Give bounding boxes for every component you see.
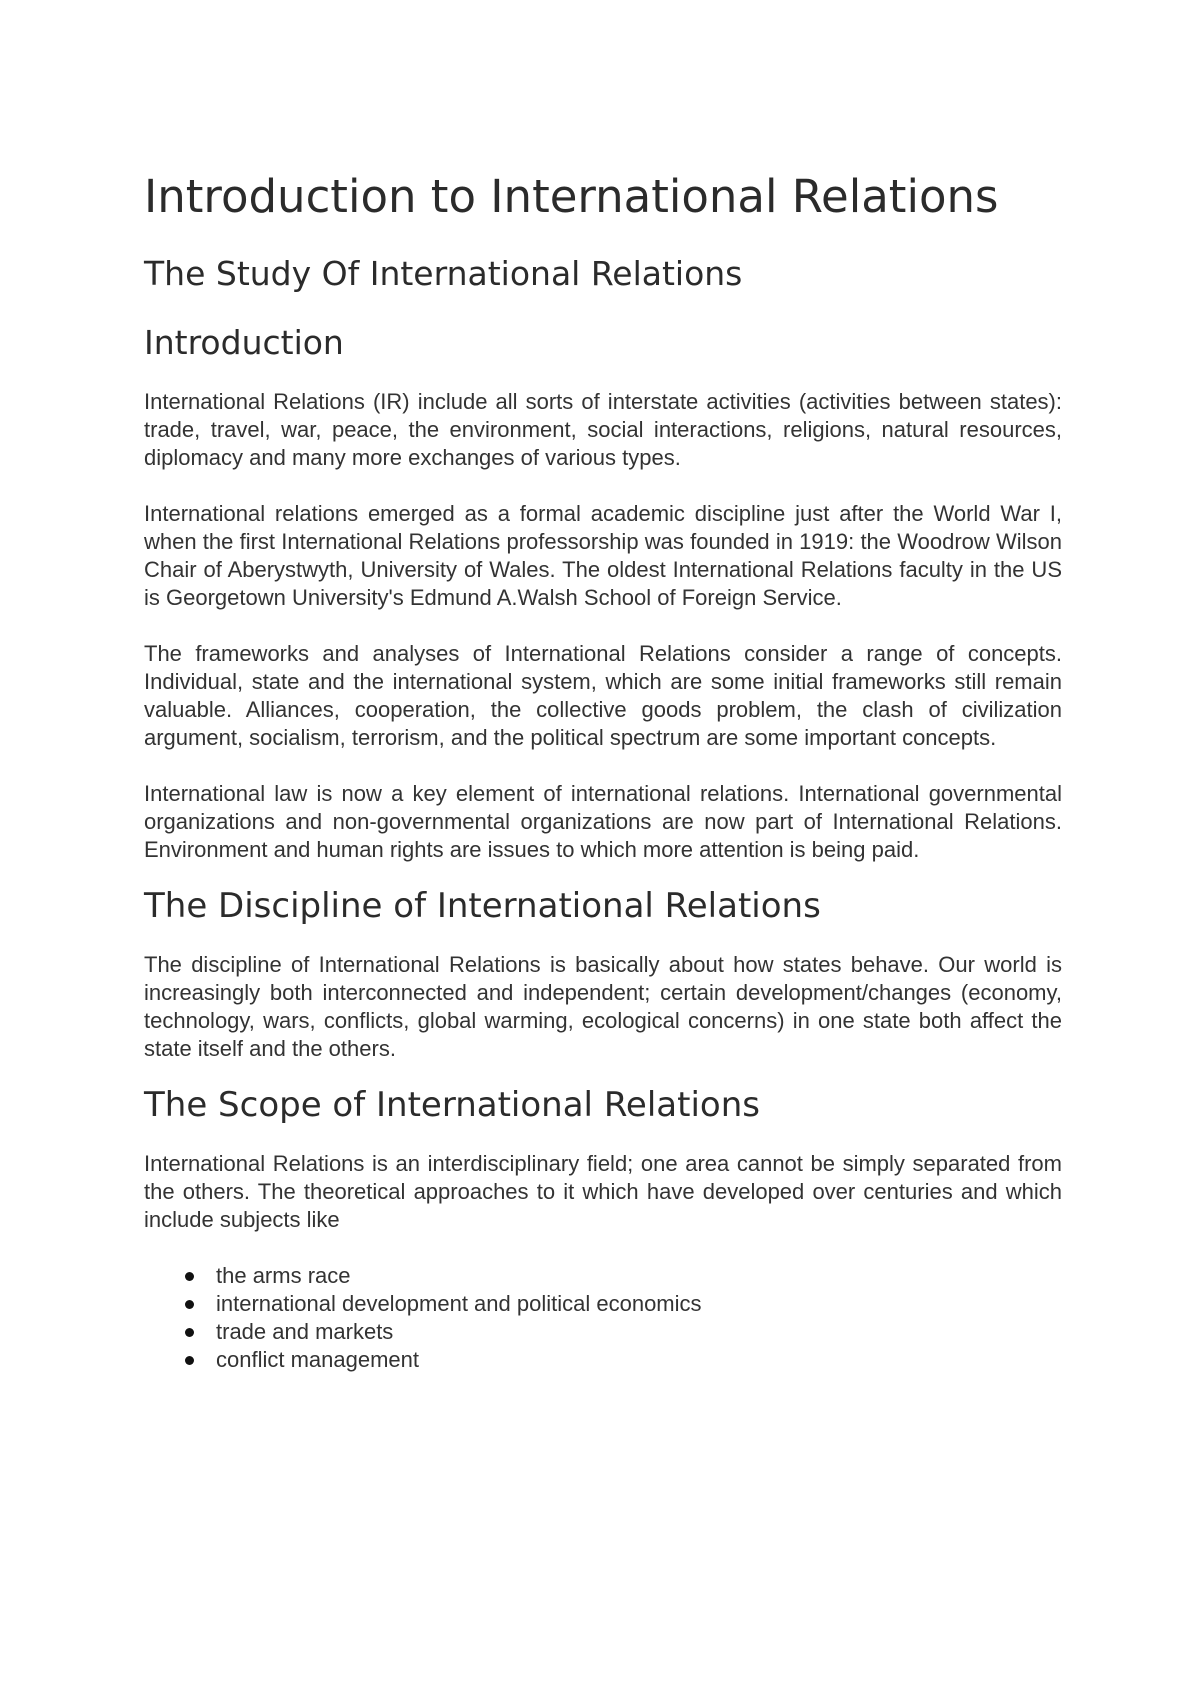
paragraph: International relations emerged as a formal academic discipline just after the World War I, when the first International Relations professorship was founded in 1919: the Woodrow Wilson Chair of Aberystwyth, University of Wales. The oldest International Relations faculty in the US is Georgetown University's Edmund A.Walsh School of Foreign Service.	[144, 501, 1062, 610]
list-item	[144, 1262, 1062, 1290]
list-item-text: international development and political economics	[216, 1291, 702, 1316]
paragraph: International law is now a key element of international relations. International governmental organizations and non-governmental organizations are now part of International Relations. Environment and human rights are issues to which more attention is being paid.	[144, 781, 1062, 862]
bullet-icon	[185, 1300, 194, 1309]
list-item-text: conflict management	[216, 1347, 419, 1372]
document-title: Introduction to International Relations	[144, 170, 999, 223]
bullet-icon	[185, 1356, 194, 1365]
bullet-icon	[185, 1328, 194, 1337]
section-heading-discipline: The Discipline of International Relations	[144, 886, 821, 926]
document-subtitle: The Study Of International Relations	[144, 254, 743, 293]
list-item	[144, 1318, 1062, 1346]
section-heading-introduction: Introduction	[144, 323, 344, 362]
list-item	[144, 1290, 1062, 1318]
list-item	[144, 1346, 1062, 1374]
paragraph: The discipline of International Relations is basically about how states behave. Our world is increasingly both interconnected and independent; certain development/changes (economy, technology, wars, conflicts, global warming, ecological concerns) in one state both affect the state itself and the others.	[144, 952, 1062, 1061]
paragraph: International Relations (IR) include all sorts of interstate activities (activities between states): trade, travel, war, peace, the environment, social interactions, religions, natural resources, diplomacy and many more exchanges of various types.	[144, 389, 1062, 470]
paragraph: International Relations is an interdisciplinary field; one area cannot be simply separated from the others. The theoretical approaches to it which have developed over centuries and which include subjects like	[144, 1151, 1062, 1232]
bullet-icon	[185, 1272, 194, 1281]
list-item-text: trade and markets	[216, 1319, 394, 1344]
document-page	[144, 168, 1062, 1374]
paragraph: The frameworks and analyses of International Relations consider a range of concepts. Individual, state and the international system, which are some initial frameworks still remain valuable. Alliances, cooperation, the collective goods problem, the clash of civilization argument, socialism, terrorism, and the political spectrum are some important concepts.	[144, 641, 1062, 750]
section-heading-scope: The Scope of International Relations	[144, 1085, 760, 1125]
list-item-text: the arms race	[216, 1263, 351, 1288]
bullet-list	[144, 1262, 1062, 1374]
